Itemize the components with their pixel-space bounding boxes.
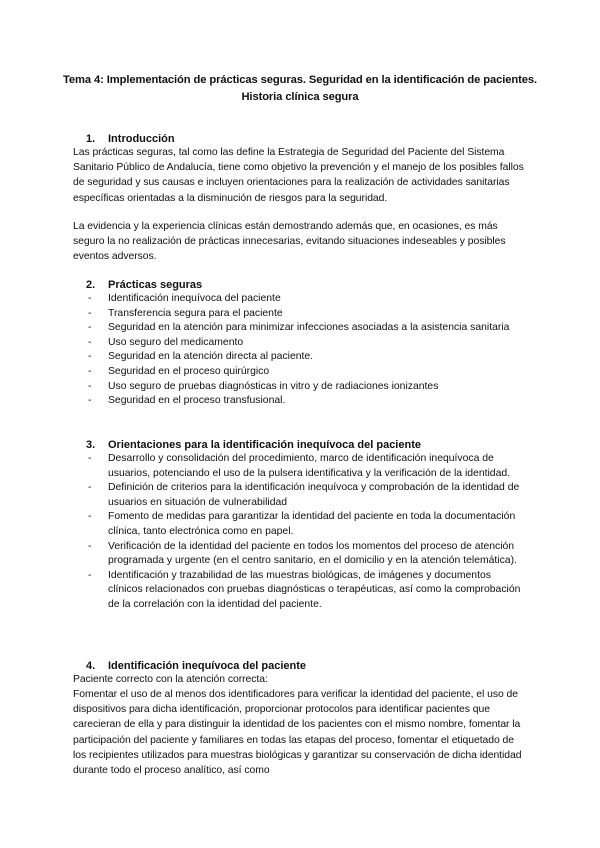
list-item: - Seguridad en el proceso transfusional. (88, 395, 286, 407)
section-3-heading (86, 438, 421, 452)
list-item: - Definición de criterios para la identificación inequívoca y comprobación de la identidad de usuarios en situación de vulnerabilidad (88, 482, 520, 508)
section-title: Introducción (108, 133, 175, 145)
list-item: - Verificación de la identidad del paciente en todos los momentos del proceso de atención programada y urgente (en el centro sanitario, en el domicilio y en la atención telemática). (88, 540, 517, 567)
section-number: 4. (86, 660, 96, 672)
orientations-list (88, 452, 528, 613)
section-1-heading (86, 132, 175, 146)
section-number: 3. (86, 439, 96, 451)
list-item: - Transferencia segura para el paciente (88, 307, 283, 319)
section-title: Identificación inequívoca del paciente (108, 660, 307, 672)
list-item: - Identificación y trazabilidad de las muestras biológicas, de imágenes y documentos clínicos relacionados con pruebas diagnósticas o terapéuticas, así como la comprobación de la correlación con la identidad del paciente. (88, 569, 521, 610)
practices-list (88, 292, 528, 409)
list-item: - Uso seguro de pruebas diagnósticas in vitro y de radiaciones ionizantes (88, 380, 439, 392)
section-2-heading (86, 278, 202, 292)
section-title: Prácticas seguras (108, 279, 203, 291)
document-title: Tema 4: Implementación de prácticas seguras. Seguridad en la identificación de pacientes. Historia clínica segura (63, 74, 537, 103)
list-item: - Desarrollo y consolidación del procedimiento, marco de identificación inequívoca de usuarios, potenciando el uso de la pulsera identificativa y la verificación de la identidad. (88, 453, 511, 479)
list-item: - Fomento de medidas para garantizar la identidad del paciente en toda la documentación clínica, tanto electrónica como en papel. (88, 511, 516, 537)
paragraph: Fomentar el uso de al menos dos identificadores para verificar la identidad del paciente, el uso de dispositivos para dicha identificación, proporcionar protocolos para identificar pacientes que carecieran de ella y para distinguir la identidad de los pacientes con el mismo nombre, fomentar la participación del paciente y familiares en todas las etapas del proceso, fomentar el etiquetado de los recipientes utilizados para muestras biológicas y garantizar su conservación de dicha identidad durante todo el proceso analítico, así como (73, 689, 522, 777)
section-number: 1. (86, 133, 96, 145)
list-item: - Identificación inequívoca del paciente (88, 293, 281, 304)
paragraph: La evidencia y la experiencia clínicas están demostrando además que, en ocasiones, es más seguro la no realización de prácticas innecesarias, evitando situaciones indeseables y posibles eventos adversos. (73, 221, 506, 263)
section-number: 2. (86, 279, 96, 291)
section-4-heading (86, 659, 306, 673)
section-title: Orientaciones para la identificación inequívoca del paciente (108, 439, 421, 451)
list-item: - Seguridad en la atención directa al paciente. (88, 351, 314, 363)
paragraph: Paciente correcto con la atención correcta: (73, 674, 268, 685)
paragraph: Las prácticas seguras, tal como las define la Estrategia de Seguridad del Paciente del Sistema Sanitario Público de Andalucía, tiene como objetivo la prevención y el manejo de los posibles fallos de seguridad y sus causas e incluyen orientaciones para la realización de actividades sanitarias específicas orientadas a la disminución de riesgos para la seguridad. (73, 147, 524, 204)
list-item: - Seguridad en la atención para minimizar infecciones asociadas a la asistencia sanitaria (88, 322, 510, 334)
list-item: - Uso seguro del medicamento (88, 336, 244, 348)
list-item: - Seguridad en el proceso quirúrgico (88, 365, 270, 377)
